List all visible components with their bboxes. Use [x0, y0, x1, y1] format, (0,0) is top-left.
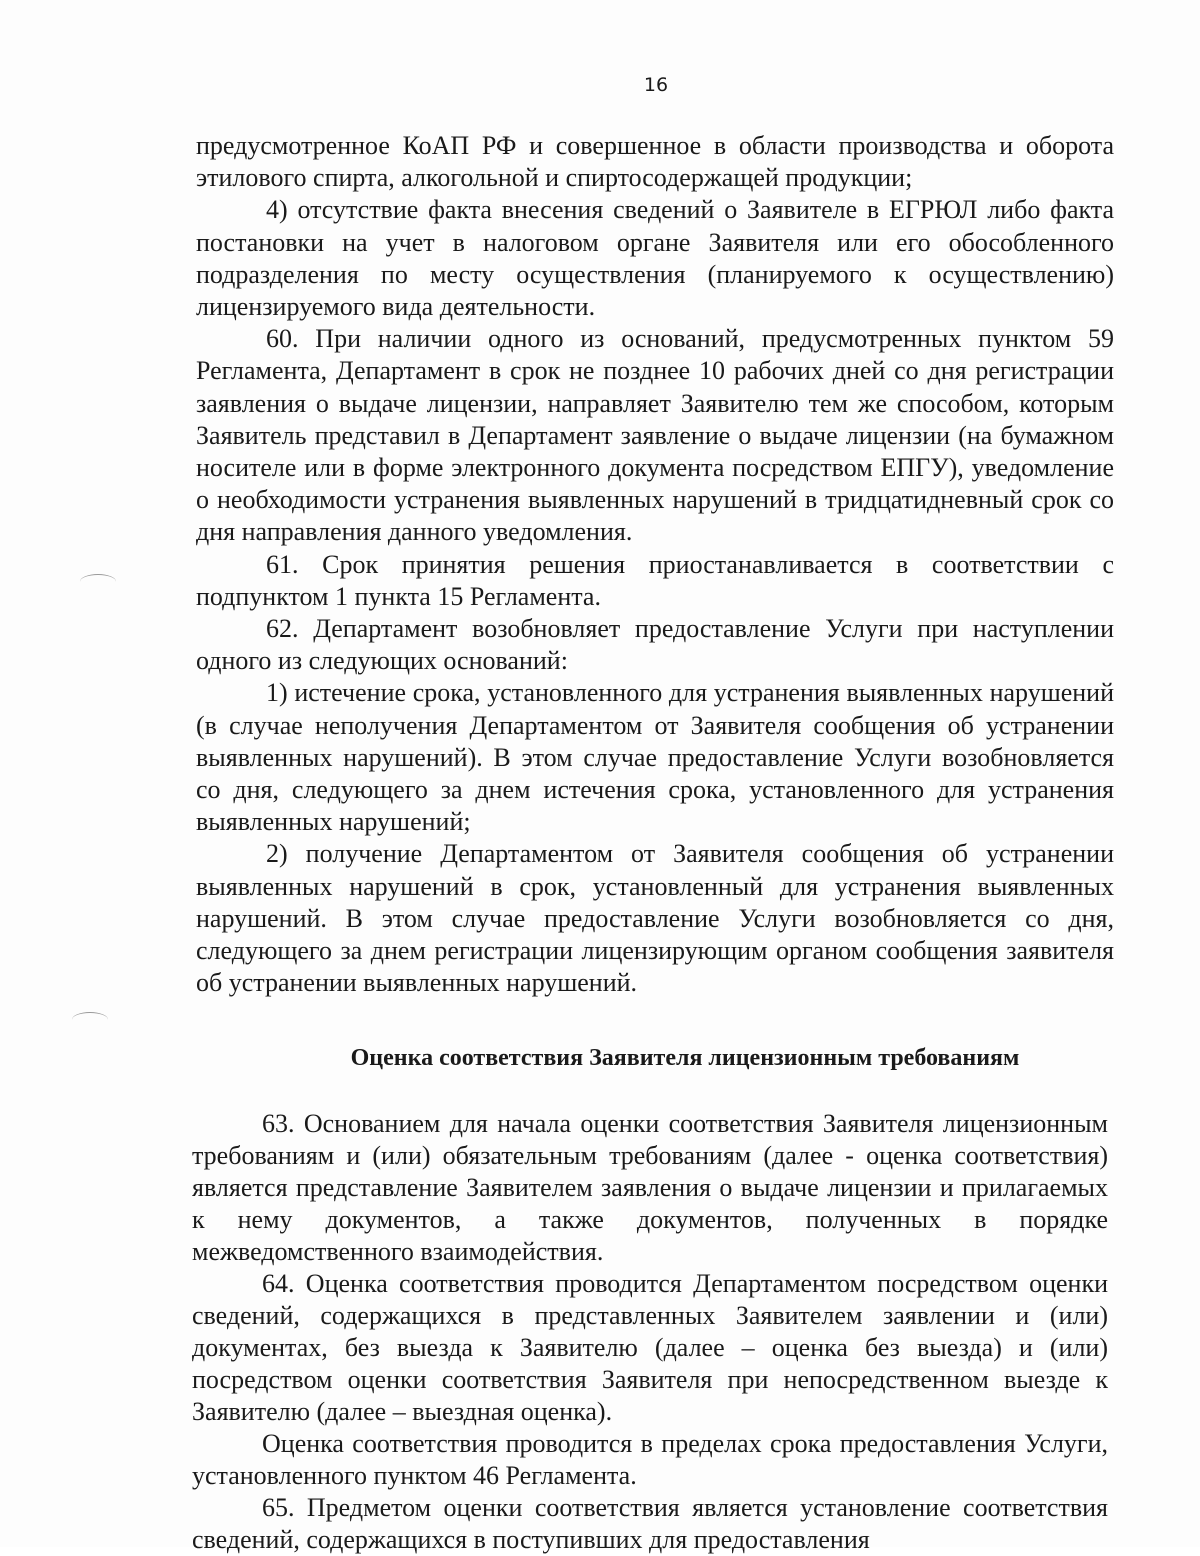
paragraph-64-continued: Оценка соответствия проводится в пределах срока предоставления Услуги, установленного пунктом 46 Регламента.	[192, 1429, 1108, 1490]
paragraph-61: 61. Срок принятия решения приостанавливается в соответствии с подпунктом 1 пункта 15 Регламента.	[196, 549, 1114, 611]
page-number: 16	[643, 74, 669, 96]
section-heading: Оценка соответствия Заявителя лицензионным требованиям	[350, 1045, 1020, 1071]
body-text-top	[196, 130, 1114, 999]
scan-artifact-mark	[72, 1012, 108, 1027]
paragraph-62-item-1: 1) истечение срока, установленного для устранения выявленных нарушений (в случае неполучения Департаментом от Заявителя сообщения об устранении выявленных нарушений). В этом случае предоставление Услуги возобновляется со дня, следующего за днем истечения срока, установленного для устранения выявленных нарушений;	[196, 678, 1114, 837]
scan-artifact-mark	[80, 574, 116, 589]
paragraph-62-item-2: 2) получение Департаментом от Заявителя сообщения об устранении выявленных нарушений в срок, установленный для устранения выявленных нарушений. В этом случае предоставление Услуги возобновляется со дня, следующего за днем регистрации лицензирующим органом сообщения заявителя об устранении выявленных нарушений.	[196, 839, 1114, 998]
paragraph-64: 64. Оценка соответствия проводится Департаментом посредством оценки сведений, содержащихся в представленных Заявителем заявлении и (или) документах, без выезда к Заявителю (далее – оценка без выезда) и (или) посредством оценки соответствия Заявителя при непосредственном выезде к Заявителю (далее – выездная оценка).	[192, 1269, 1108, 1426]
paragraph-item-4: 4) отсутствие факта внесения сведений о Заявителе в ЕГРЮЛ либо факта постановки на учет в налоговом органе Заявителя или его обособленного подразделения по месту осуществления (планируемого к осуществлению) лицензируемого вида деятельности.	[196, 195, 1114, 322]
paragraph-continuation: предусмотренное КоАП РФ и совершенное в области производства и оборота этилового спирта, алкогольной и спиртосодержащей продукции;	[196, 131, 1114, 193]
paragraph-63: 63. Основанием для начала оценки соответствия Заявителя лицензионным требованиям и (или) обязательным требованиям (далее - оценка соответствия) является представление Заявителем заявления о выдаче лицензии и прилагаемых к нему документов, а также документов, полученных в порядке межведомственного взаимодействия.	[192, 1109, 1108, 1266]
body-text-bottom	[192, 1108, 1108, 1556]
paragraph-60: 60. При наличии одного из оснований, предусмотренных пунктом 59 Регламента, Департамент в срок не позднее 10 рабочих дней со дня регистрации заявления о выдаче лицензии, направляет Заявителю тем же способом, которым Заявитель представил в Департамент заявление о выдаче лицензии (на бумажном носителе или в форме электронного документа посредством ЕПГУ), уведомление о необходимости устранения выявленных нарушений в тридцатидневный срок со дня направления данного уведомления.	[196, 324, 1114, 547]
paragraph-65: 65. Предметом оценки соответствия является установление соответствия сведений, содержащихся в поступивших для предоставления	[192, 1493, 1108, 1554]
paragraph-62: 62. Департамент возобновляет предоставление Услуги при наступлении одного из следующих оснований:	[196, 614, 1114, 676]
